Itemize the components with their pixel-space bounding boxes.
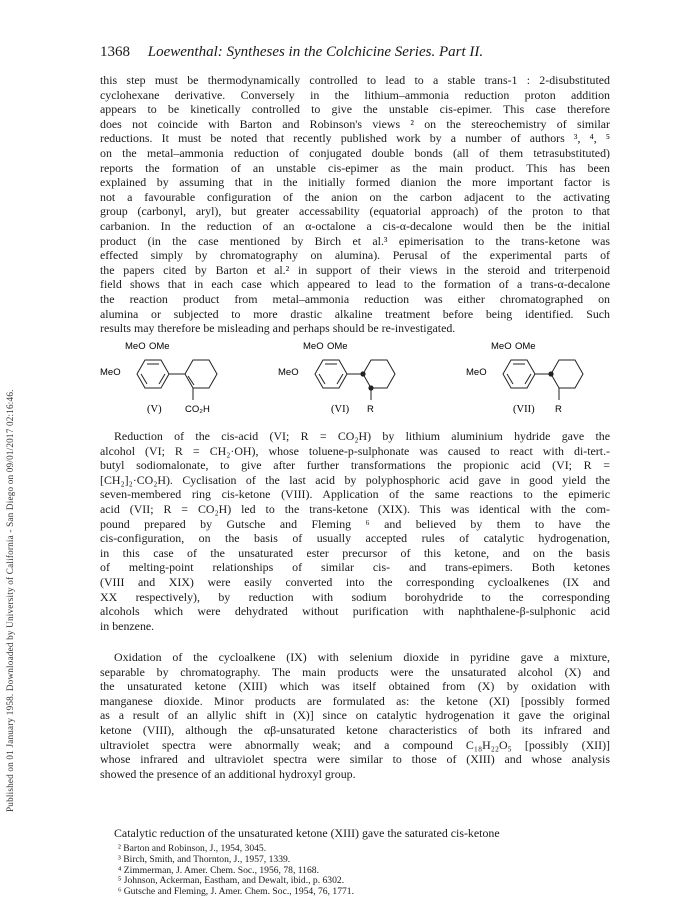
text-line: carbanion. In the reduction of an α-octalone a cis-α-decalone would then be the initial: [100, 218, 610, 233]
text-line: not a favourable configuration of the anion on the carbon adjacent to the activating: [100, 189, 610, 204]
text-line: Oxidation of the cycloalkene (IX) with selenium dioxide in pyridine gave a mixture,: [114, 650, 610, 664]
text-line: on the metal–ammonia reduction of conjugated double bonds (all of them tetrasubstituted): [100, 145, 610, 160]
text-line: separable by chromatography. The main products were the unsaturated alcohol (X) and: [100, 664, 610, 679]
text-line: this step must be thermodynamically controlled to lead to a stable trans-1 : 2-disubstituted: [100, 73, 610, 87]
structure-vi-meo-left: MeO: [278, 367, 299, 378]
reference-item: ⁶ Gutsche and Fleming, J. Amer. Chem. Soc., 1954, 76, 1771.: [118, 886, 354, 898]
structure-vi-diagram: [273, 338, 433, 420]
text-line: showed the presence of an additional hydroxyl group.: [100, 766, 356, 781]
reference-item: ⁴ Zimmerman, J. Amer. Chem. Soc., 1956, 78, 1168.: [118, 864, 319, 876]
text-line: product (in the case mentioned by Birch et al.³ epimerisation to the trans-ketone was: [100, 233, 610, 248]
text-line: ketone (VIII), although the αβ-unsaturated ketone characteristics of both its infrared and: [100, 722, 610, 737]
paragraph-oxidation: [100, 650, 610, 781]
text-line: alumina or subjected to more drastic alkaline treatment before being identified. Such: [100, 306, 610, 321]
reference-item: ² Barton and Robinson, J., 1954, 3045.: [118, 843, 267, 854]
reference-item: ³ Birch, Smith, and Thornton, J., 1957, 1339.: [118, 853, 291, 865]
text-line: reports the formation of an unstable cis-epimer as the main product. This has been: [100, 160, 610, 175]
footnote-references: [118, 844, 588, 898]
structure-vi-substituent: R: [367, 404, 374, 415]
structure-vi-meo-top: MeO: [303, 341, 324, 352]
structure-v-substituent: CO₂H: [185, 404, 210, 415]
text-line: in this case of the unsaturated ester precursor of this ketone, and on the basis: [100, 545, 610, 560]
text-line: results may therefore be misleading and perhaps should be re-investigated.: [100, 321, 456, 336]
structure-vii-diagram: [443, 338, 613, 420]
text-line: as a result of an allylic shift in (X)] since on catalytic hydrogenation it gave the original: [100, 708, 610, 723]
paragraph-catalytic-reduction: [100, 826, 610, 841]
text-line: group (carbonyl, aryl), but greater accessability (equatorial approach) of the proton to that: [100, 204, 610, 219]
text-line: effected simply by chromatography on alumina). Perusal of the experimental parts of: [100, 248, 610, 263]
text-line: the unsaturated ketone (XIII) which was itself obtained from (X) by oxidation with: [100, 679, 610, 694]
text-line: appears to be kinetically controlled to give the unstable cis-epimer. This case therefore: [100, 102, 610, 117]
structure-vii-caption: (VII): [513, 404, 535, 415]
text-line: of melting-point relationships of similar cis- and trans-epimers. Both ketones: [100, 560, 610, 575]
text-line: butyl sodiomalonate, to give after further transformations the propionic acid (VI; R =: [100, 458, 610, 473]
structure-v-diagram: [95, 338, 255, 420]
text-line: alcohols which were dehydrated without purification with naphthalene-β-sulphonic acid: [100, 604, 610, 619]
structure-figures: [95, 338, 615, 420]
text-line: ultraviolet spectra were abnormally weak; and a compound C₁₈H₂₂O₅ [possibly (XII)]: [100, 737, 610, 752]
text-line: in benzene.: [100, 618, 155, 633]
text-line: pound prepared by Gutsche and Fleming ⁶ and believed by them to have the: [100, 516, 610, 531]
text-line: does not coincide with Barton and Robinson's views ² on the stereochemistry of similar: [100, 116, 610, 131]
text-line: Reduction of the cis-acid (VI; R = CO₂H) by lithium aluminium hydride gave the: [114, 429, 610, 443]
running-header: [100, 44, 600, 64]
download-notice-sidebar: [4, 92, 18, 812]
text-line: cis-configuration, on the basis of usually accepted rules of catalytic hydrogenation,: [100, 531, 610, 546]
structure-v-meo-top: MeO: [125, 341, 146, 352]
text-line: reductions. It must be noted that recently published work by a number of authors ³, ⁴, ⁵: [100, 131, 610, 146]
text-line: manganese dioxide. Minor products are formulated as: the ketone (XI) [possibly formed: [100, 693, 610, 708]
text-line: the papers cited by Barton et al.² in support of their views in the steroid and triterpenoid: [100, 262, 610, 277]
text-line: Catalytic reduction of the unsaturated ketone (XIII) gave the saturated cis-ketone: [114, 826, 500, 840]
text-line: explained by assuming that in the initially formed dianion the more important factor is: [100, 175, 610, 190]
text-line: (VIII and XIX) were easily converted into the corresponding cycloalkenes (IX and: [100, 574, 610, 589]
paragraph-stereochemistry: [100, 73, 610, 336]
structure-vii-meo-top: MeO: [491, 341, 512, 352]
text-line: cyclohexane derivative. Conversely in the lithium–ammonia reduction proton addition: [100, 87, 610, 102]
reference-item: ⁵ Johnson, Ackerman, Eastham, and Dewalt, ibid., p. 6302.: [118, 875, 345, 887]
download-notice-text: Published on 01 January 1958. Downloaded by University of California - San Diego on 09/01/2017 02:16:46.: [5, 389, 15, 812]
text-line: field shows that in each case which appeared to lead to the formation of a trans-α-decalone: [100, 277, 610, 292]
text-line: alcohol (VI; R = CH₂·OH), whose toluene-p-sulphonate was caused to react with di-tert.-: [100, 443, 610, 458]
text-line: the reaction product from metal–ammonia reduction was either chromatographed on: [100, 291, 610, 306]
running-title: Loewenthal: Syntheses in the Colchicine Series. Part II.: [147, 44, 484, 60]
text-line: XX respectively), by reduction with sodium borohydride to the corresponding: [100, 589, 610, 604]
text-line: seven-membered ring cis-ketone (VIII). Application of the same reactions to the epimeric: [100, 487, 610, 502]
structure-v-ome-top: OMe: [149, 341, 170, 352]
structure-vi-ome-top: OMe: [327, 341, 348, 352]
text-line: whose infrared and ultraviolet spectra were similar to those of (XIII) and whose analysis: [100, 752, 610, 767]
page-number: 1368: [100, 44, 130, 60]
structure-vi-caption: (VI): [331, 404, 350, 415]
structure-v-meo-left: MeO: [100, 367, 121, 378]
structure-vii-substituent: R: [555, 404, 562, 415]
text-line: acid (VII; R = CO₂H) led to the trans-ketone (XIX). This was identical with the com-: [100, 501, 610, 516]
paragraph-reduction: [100, 429, 610, 633]
structure-vii-ome-top: OMe: [515, 341, 536, 352]
structure-vii-meo-left: MeO: [466, 367, 487, 378]
structure-v-caption: (V): [147, 404, 162, 415]
text-line: [CH₂]₂·CO₂H). Cyclisation of the last acid by polyphosphoric acid gave in good yield the: [100, 472, 610, 487]
